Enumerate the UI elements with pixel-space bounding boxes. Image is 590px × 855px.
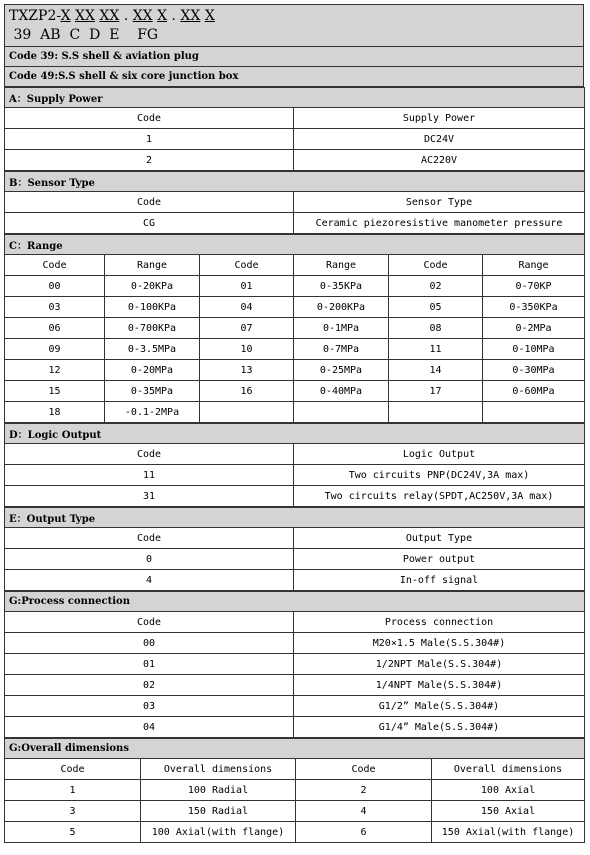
model-code-header: [4, 4, 584, 46]
cell: 150 Radial: [141, 801, 296, 822]
cell: Power output: [294, 549, 585, 570]
cell: 5: [5, 822, 141, 843]
cell: 0-40MPa: [294, 381, 389, 402]
cell: 00: [5, 276, 105, 297]
segment-xx2: XX: [99, 8, 120, 24]
cell: 14: [389, 360, 483, 381]
logic-output-table: [4, 423, 585, 507]
column-header: Code: [5, 192, 294, 213]
cell: 0-20MPa: [105, 360, 200, 381]
column-header: Code: [5, 444, 294, 465]
cell: 0-35MPa: [105, 381, 200, 402]
column-header: Overall dimensions: [141, 759, 296, 780]
cell: 2: [5, 150, 294, 171]
cell: 4: [5, 570, 294, 591]
cell: [483, 402, 585, 423]
note-junction-box: Code 49:S.S shell & six core junction box: [5, 67, 584, 87]
table-row: [5, 465, 585, 486]
cell: 3: [5, 801, 141, 822]
cell: 0-1MPa: [294, 318, 389, 339]
column-header: Code: [5, 108, 294, 129]
table-row: [5, 213, 585, 234]
model-position-letters: 39 AB C D E FG: [9, 27, 159, 43]
cell: 03: [5, 696, 294, 717]
table-row: [5, 570, 585, 591]
column-header: Code: [200, 255, 294, 276]
cell: 04: [200, 297, 294, 318]
table-row: [5, 486, 585, 507]
cell: 10: [200, 339, 294, 360]
ordering-code-sheet: [4, 4, 584, 843]
cell: 08: [389, 318, 483, 339]
column-header: Code: [389, 255, 483, 276]
cell: 0-35KPa: [294, 276, 389, 297]
column-header: Logic Output: [294, 444, 585, 465]
cell: 15: [5, 381, 105, 402]
segment-x3: X: [204, 8, 215, 24]
cell: AC220V: [294, 150, 585, 171]
segment-x1: X: [60, 8, 71, 24]
dimension-rows: [5, 780, 585, 843]
column-header: Range: [294, 255, 389, 276]
overall-dimensions-table: [4, 738, 585, 843]
cell: 18: [5, 402, 105, 423]
output-type-table: [4, 507, 585, 591]
cell: 12: [5, 360, 105, 381]
cell: 13: [200, 360, 294, 381]
cell: 100 Axial(with flange): [141, 822, 296, 843]
section-title: D：Logic Output: [5, 424, 585, 444]
table-row: [5, 675, 585, 696]
cell: 07: [200, 318, 294, 339]
cell: -0.1-2MPa: [105, 402, 200, 423]
range-rows: [5, 276, 585, 423]
range-table: [4, 234, 585, 423]
cell: 00: [5, 633, 294, 654]
cell: 01: [5, 654, 294, 675]
section-title: C：Range: [5, 235, 585, 255]
column-header: Code: [296, 759, 432, 780]
cell: Two circuits relay(SPDT,AC250V,3A max): [294, 486, 585, 507]
cell: 0-60MPa: [483, 381, 585, 402]
note-aviation-plug: Code 39: S.S shell & aviation plug: [5, 47, 584, 67]
table-row: [5, 150, 585, 171]
cell: 16: [200, 381, 294, 402]
cell: [389, 402, 483, 423]
column-header: Output Type: [294, 528, 585, 549]
cell: 11: [5, 465, 294, 486]
cell: 17: [389, 381, 483, 402]
cell: M20×1.5 Male(S.S.304#): [294, 633, 585, 654]
cell: Ceramic piezoresistive manometer pressure: [294, 213, 585, 234]
cell: 0-7MPa: [294, 339, 389, 360]
cell: 31: [5, 486, 294, 507]
column-header: Process connection: [294, 612, 585, 633]
cell: 150 Axial(with flange): [432, 822, 585, 843]
cell: 1/2NPT Male(S.S.304#): [294, 654, 585, 675]
cell: [200, 402, 294, 423]
table-row: [5, 129, 585, 150]
table-row: [5, 549, 585, 570]
cell: 0: [5, 549, 294, 570]
cell: 0-20KPa: [105, 276, 200, 297]
table-row: [5, 339, 585, 360]
table-row: [5, 360, 585, 381]
cell: 1: [5, 780, 141, 801]
section-title: B：Sensor Type: [5, 172, 585, 192]
cell: 6: [296, 822, 432, 843]
table-row: [5, 696, 585, 717]
cell: 100 Radial: [141, 780, 296, 801]
column-header: Code: [5, 612, 294, 633]
supply-power-table: [4, 87, 585, 171]
separator-dot: .: [123, 8, 129, 24]
model-prefix: TXZP2-: [9, 8, 61, 24]
section-title: E：Output Type: [5, 508, 585, 528]
cell: 09: [5, 339, 105, 360]
cell: 02: [5, 675, 294, 696]
table-row: [5, 633, 585, 654]
separator-dot: .: [171, 8, 176, 24]
segment-xx4: XX: [180, 8, 201, 24]
cell: 0-70KP: [483, 276, 585, 297]
cell: 05: [389, 297, 483, 318]
column-header: Code: [5, 528, 294, 549]
cell: 04: [5, 717, 294, 738]
cell: 4: [296, 801, 432, 822]
column-header: Range: [105, 255, 200, 276]
cell: 03: [5, 297, 105, 318]
cell: [294, 402, 389, 423]
cell: 1: [5, 129, 294, 150]
cell: 0-350KPa: [483, 297, 585, 318]
table-row: [5, 654, 585, 675]
cell: G1/4” Male(S.S.304#): [294, 717, 585, 738]
cell: 100 Axial: [432, 780, 585, 801]
cell: 2: [296, 780, 432, 801]
cell: 0-25MPa: [294, 360, 389, 381]
cell: 06: [5, 318, 105, 339]
column-header: Overall dimensions: [432, 759, 585, 780]
table-row: [5, 717, 585, 738]
column-header: Code: [5, 759, 141, 780]
model-code-pattern: [9, 8, 215, 24]
column-header: Sensor Type: [294, 192, 585, 213]
cell: Two circuits PNP(DC24V,3A max): [294, 465, 585, 486]
cell: G1/2” Male(S.S.304#): [294, 696, 585, 717]
table-row: [5, 297, 585, 318]
cell: In-off signal: [294, 570, 585, 591]
cell: 1/4NPT Male(S.S.304#): [294, 675, 585, 696]
cell: 0-3.5MPa: [105, 339, 200, 360]
table-row: [5, 801, 585, 822]
table-row: [5, 381, 585, 402]
cell: 11: [389, 339, 483, 360]
cell: 01: [200, 276, 294, 297]
table-row: [5, 402, 585, 423]
cell: DC24V: [294, 129, 585, 150]
table-row: [5, 276, 585, 297]
table-row: [5, 822, 585, 843]
cell: 02: [389, 276, 483, 297]
cell: CG: [5, 213, 294, 234]
cell: 0-2MPa: [483, 318, 585, 339]
cell: 0-30MPa: [483, 360, 585, 381]
column-header: Supply Power: [294, 108, 585, 129]
section-title: G:Overall dimensions: [5, 739, 585, 759]
column-header: Range: [483, 255, 585, 276]
cell: 0-100KPa: [105, 297, 200, 318]
table-row: [5, 780, 585, 801]
cell: 0-10MPa: [483, 339, 585, 360]
section-title: A：Supply Power: [5, 88, 585, 108]
cell: 0-700KPa: [105, 318, 200, 339]
segment-xx1: XX: [75, 8, 95, 24]
segment-xx3: XX: [132, 8, 153, 24]
notes-table: [4, 46, 584, 87]
column-header: Code: [5, 255, 105, 276]
process-connection-table: [4, 591, 585, 738]
sensor-type-table: [4, 171, 585, 234]
section-title: G:Process connection: [5, 592, 585, 612]
segment-x2: X: [157, 8, 168, 24]
cell: 150 Axial: [432, 801, 585, 822]
cell: 0-200KPa: [294, 297, 389, 318]
table-row: [5, 318, 585, 339]
